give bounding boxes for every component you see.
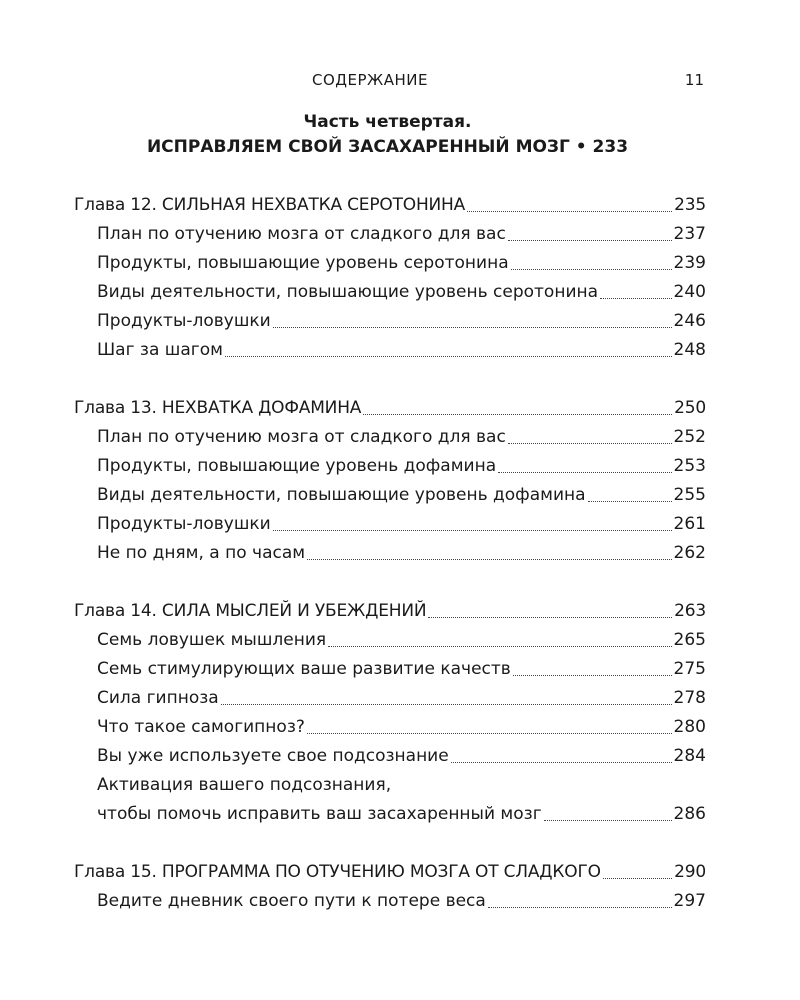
toc-item[interactable] bbox=[74, 452, 706, 481]
toc-item[interactable] bbox=[74, 713, 706, 742]
dot-leader bbox=[603, 878, 672, 879]
running-head bbox=[0, 68, 800, 92]
item-page: 280 bbox=[673, 717, 706, 737]
dot-leader bbox=[451, 762, 672, 763]
chapter-15 bbox=[74, 858, 706, 916]
chapter-entry[interactable] bbox=[74, 394, 706, 423]
toc-item[interactable] bbox=[74, 307, 706, 336]
part-title: ИСПРАВЛЯЕМ СВОЙ ЗАСАХАРЕННЫЙ МОЗГ • 233 bbox=[146, 137, 629, 157]
item-title: Продукты-ловушки bbox=[97, 311, 271, 331]
item-page: 252 bbox=[673, 427, 706, 447]
item-page: 284 bbox=[673, 746, 706, 766]
dot-leader bbox=[225, 356, 672, 357]
chapter-entry[interactable] bbox=[74, 191, 706, 220]
item-title: Виды деятельности, повышающие уровень серотонина bbox=[97, 282, 599, 302]
toc-item[interactable] bbox=[74, 655, 706, 684]
dot-leader bbox=[363, 414, 672, 415]
item-page: 297 bbox=[673, 891, 706, 911]
toc-item[interactable] bbox=[74, 336, 706, 365]
chapter-title: Глава 13. НЕХВАТКА ДОФАМИНА bbox=[74, 398, 362, 418]
toc-item[interactable] bbox=[74, 278, 706, 307]
dot-leader bbox=[273, 530, 672, 531]
dot-leader bbox=[511, 269, 672, 270]
toc-item[interactable] bbox=[74, 249, 706, 278]
item-title: Сила гипноза bbox=[97, 688, 219, 708]
item-title: Активация вашего подсознания, bbox=[97, 775, 392, 795]
item-title: Что такое самогипноз? bbox=[97, 717, 305, 737]
item-title: Виды деятельности, повышающие уровень дофамина bbox=[97, 485, 586, 505]
chapter-entry[interactable] bbox=[74, 858, 706, 887]
item-page: 246 bbox=[673, 311, 706, 331]
item-title: Не по дням, а по часам bbox=[97, 543, 306, 563]
dot-leader bbox=[307, 559, 671, 560]
dot-leader bbox=[467, 211, 672, 212]
toc-item-line-1[interactable] bbox=[74, 771, 706, 800]
item-page: 240 bbox=[673, 282, 706, 302]
dot-leader bbox=[498, 472, 671, 473]
chapter-page: 250 bbox=[674, 398, 706, 418]
item-title: чтобы помочь исправить ваш засахаренный мозг bbox=[97, 804, 542, 824]
chapter-13 bbox=[74, 394, 706, 568]
chapter-title: Глава 14. СИЛА МЫСЛЕЙ И УБЕЖДЕНИЙ bbox=[74, 601, 427, 621]
item-title: Семь ловушек мышления bbox=[97, 630, 327, 650]
chapter-12 bbox=[74, 191, 706, 365]
item-title: Ведите дневник своего пути к потере веса bbox=[97, 891, 486, 911]
toc-item[interactable] bbox=[74, 423, 706, 452]
item-title: План по отучению мозга от сладкого для вас bbox=[97, 427, 506, 447]
chapter-title: Глава 12. СИЛЬНАЯ НЕХВАТКА СЕРОТОНИНА bbox=[74, 195, 466, 215]
item-title: Семь стимулирующих ваше развитие качеств bbox=[97, 659, 511, 679]
dot-leader bbox=[513, 675, 672, 676]
chapter-entry[interactable] bbox=[74, 597, 706, 626]
item-title: Продукты, повышающие уровень серотонина bbox=[97, 253, 509, 273]
dot-leader bbox=[328, 646, 671, 647]
toc-item-line-2[interactable] bbox=[74, 800, 706, 829]
dot-leader bbox=[221, 704, 672, 705]
item-page: 261 bbox=[673, 514, 706, 534]
toc-item[interactable] bbox=[74, 510, 706, 539]
item-page: 262 bbox=[673, 543, 706, 563]
part-heading bbox=[0, 110, 775, 160]
dot-leader bbox=[488, 907, 672, 908]
item-page: 278 bbox=[673, 688, 706, 708]
dot-leader bbox=[273, 327, 672, 328]
table-of-contents bbox=[74, 191, 706, 945]
dot-leader bbox=[544, 820, 672, 821]
toc-item[interactable] bbox=[74, 887, 706, 916]
item-page: 248 bbox=[673, 340, 706, 360]
dot-leader bbox=[307, 733, 672, 734]
chapter-title: Глава 15. ПРОГРАММА ПО ОТУЧЕНИЮ МОЗГА ОТ СЛАДКОГО bbox=[74, 862, 601, 882]
item-title: План по отучению мозга от сладкого для вас bbox=[97, 224, 506, 244]
dot-leader bbox=[600, 298, 672, 299]
toc-item[interactable] bbox=[74, 626, 706, 655]
item-page: 239 bbox=[673, 253, 706, 273]
toc-item[interactable] bbox=[74, 684, 706, 713]
part-label: Часть четвертая. bbox=[303, 112, 472, 132]
chapter-page: 290 bbox=[674, 862, 706, 882]
chapter-14 bbox=[74, 597, 706, 829]
toc-item[interactable] bbox=[74, 220, 706, 249]
running-title: СОДЕРЖАНИЕ bbox=[312, 71, 428, 89]
toc-item[interactable] bbox=[74, 539, 706, 568]
chapter-page: 235 bbox=[674, 195, 706, 215]
item-page: 275 bbox=[673, 659, 706, 679]
item-page: 286 bbox=[673, 804, 706, 824]
item-title: Шаг за шагом bbox=[97, 340, 223, 360]
page-number: 11 bbox=[684, 71, 704, 89]
dot-leader bbox=[588, 501, 672, 502]
toc-item[interactable] bbox=[74, 481, 706, 510]
dot-leader bbox=[508, 240, 672, 241]
chapter-page: 263 bbox=[674, 601, 706, 621]
item-page: 237 bbox=[673, 224, 706, 244]
item-page: 265 bbox=[673, 630, 706, 650]
item-page: 255 bbox=[673, 485, 706, 505]
toc-item[interactable] bbox=[74, 742, 706, 771]
item-page: 253 bbox=[673, 456, 706, 476]
dot-leader bbox=[428, 617, 672, 618]
item-title: Продукты-ловушки bbox=[97, 514, 271, 534]
dot-leader bbox=[508, 443, 672, 444]
item-title: Вы уже используете свое подсознание bbox=[97, 746, 449, 766]
item-title: Продукты, повышающие уровень дофамина bbox=[97, 456, 497, 476]
